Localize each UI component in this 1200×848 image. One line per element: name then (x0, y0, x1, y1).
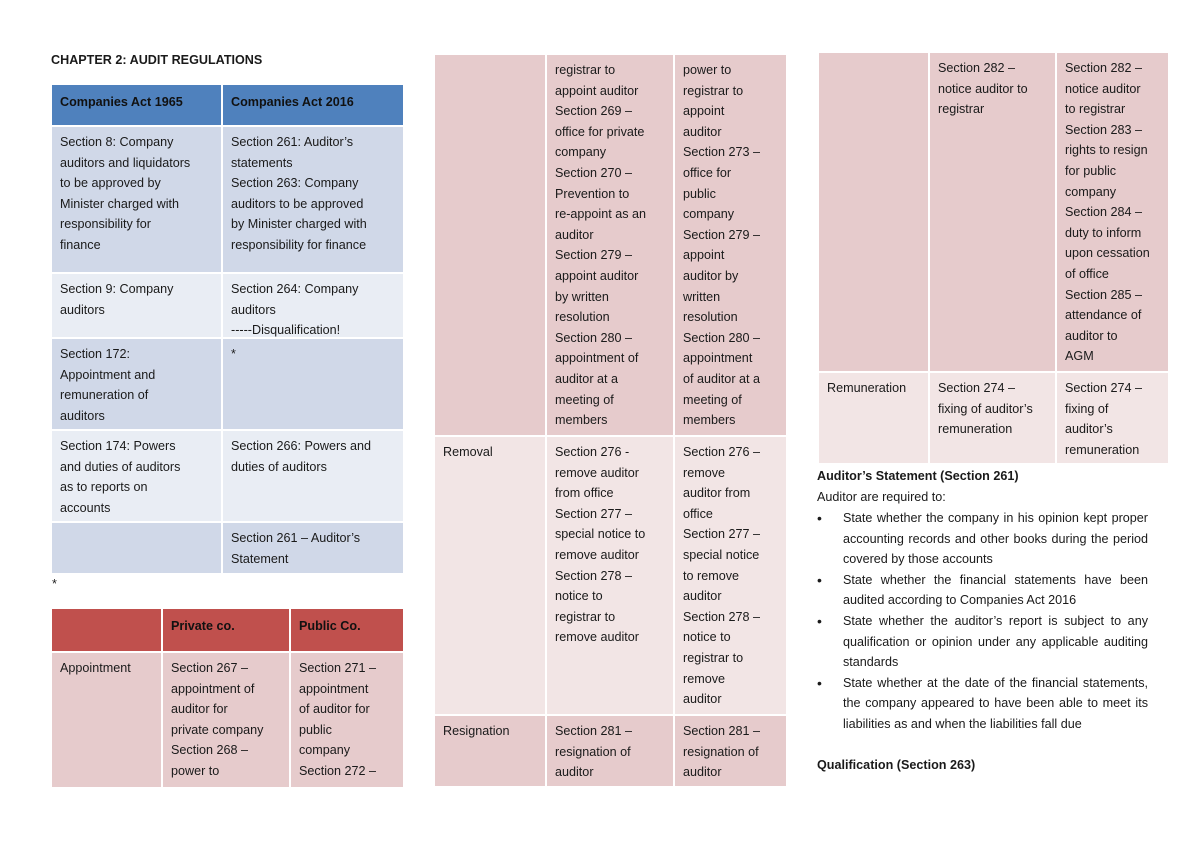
cell-line: notice to (683, 630, 731, 645)
acts-row-5-1965 (52, 523, 221, 573)
cell-line: public (683, 186, 716, 201)
cell-line: to remove (683, 568, 739, 583)
cell-line: appointment of (555, 351, 639, 366)
cell-line: and duties of auditors (60, 459, 181, 474)
cell-line: attendance of (1065, 308, 1142, 323)
bullet-icon: • (817, 612, 822, 629)
cell-line: auditor’s (1065, 422, 1113, 437)
cell-line: auditor (683, 589, 722, 604)
cell-line: appoint auditor (555, 83, 639, 98)
cell-line: appoint auditor (555, 268, 639, 283)
resignation-label: Resignation (435, 716, 545, 786)
bullet-icon: • (817, 674, 822, 691)
cell-line: remuneration (938, 422, 1013, 437)
auditors-statement-list (817, 508, 1148, 735)
cell-line: Section 280 – (683, 330, 761, 345)
cell-line: Section 264: Company (231, 282, 359, 296)
cell-line: responsibility for finance (231, 237, 367, 252)
cell-line: AGM (1065, 349, 1094, 364)
auditors-statement-intro: Auditor are required to: (817, 490, 946, 504)
cell-line: Section 174: Powers (60, 439, 176, 453)
cell-line: of auditor at a (683, 371, 761, 386)
cell-line: Section 172: (60, 347, 131, 361)
cell-line: auditors (231, 302, 276, 317)
cell-line: Section 280 – (555, 330, 633, 345)
cell-line: Section 272 – (299, 763, 377, 778)
cell-line: auditor (683, 765, 722, 780)
company-header-blank (52, 609, 161, 651)
acts-row-1-2016 (223, 127, 403, 272)
cell-line: to be approved by (60, 176, 161, 191)
removal-public (675, 437, 786, 714)
cell-line: auditor (555, 227, 594, 242)
qualification-heading: Qualification (Section 263) (817, 758, 976, 772)
cell-line: fixing of auditor’s (938, 401, 1033, 416)
cell-line: notice to (555, 589, 603, 604)
cell-line: duty to inform (1065, 225, 1142, 240)
cell-line: auditor from (683, 486, 751, 501)
company-header-public: Public Co. (291, 609, 403, 651)
cell-line: appoint (683, 248, 725, 263)
acts-row-1-1965 (52, 127, 221, 272)
acts-row-4-1965 (52, 431, 221, 521)
cell-line: Section 279 – (683, 227, 761, 242)
remuneration-label: Remuneration (819, 373, 928, 463)
cell-line: Section 285 – (1065, 287, 1143, 302)
bullet-icon: • (817, 571, 822, 588)
bullet-icon: • (817, 510, 822, 526)
cell-line: notice auditor (1065, 81, 1141, 96)
cell-line: company (683, 207, 735, 222)
cell-line: Section 274 – (938, 381, 1016, 395)
cell-line: Section 266: Powers and (231, 439, 372, 453)
cell-line: Section 271 – (299, 661, 377, 675)
cell-line: auditor by (683, 268, 739, 283)
cell-line: office for private (555, 124, 645, 139)
cell-line: Section 276 – (683, 445, 761, 459)
cell-line: public (299, 722, 332, 737)
cell-line: office for (683, 165, 732, 180)
cell-line: remove auditor (555, 547, 639, 562)
cell-line: to registrar (1065, 102, 1126, 117)
cell-line: resignation of (683, 744, 759, 759)
cell-line: power to (683, 63, 732, 77)
cell-line: written (683, 289, 721, 304)
cell-line: Section 261: Auditor’s (231, 135, 354, 149)
cell-line: Prevention to (555, 186, 630, 201)
cell-line: resolution (683, 310, 738, 325)
cell-line: Section 278 – (683, 609, 761, 624)
cell-line: auditor at a (555, 371, 619, 386)
cell-line: auditors to be approved (231, 196, 364, 211)
cell-line: from office (555, 486, 614, 501)
cell-line: auditors (60, 408, 105, 423)
remuneration-public (1057, 373, 1168, 463)
cell-line: Section 273 – (683, 145, 761, 160)
cell-line: special notice (683, 547, 760, 562)
cell-line: registrar to (555, 609, 616, 624)
cell-line: Section 261 – Auditor’s (231, 531, 361, 545)
acts-row-3-1965 (52, 339, 221, 429)
resignation-private-part1 (547, 716, 673, 786)
cell-line: remove auditor (555, 465, 639, 480)
resignation-public-part1 (675, 716, 786, 786)
cell-line: Appointment and (60, 367, 156, 382)
cell-line: company (555, 145, 607, 160)
appointment-private-part2 (547, 55, 673, 435)
appointment-private-part1 (163, 653, 289, 787)
cell-line: upon cessation (1065, 246, 1150, 261)
chapter-title: CHAPTER 2: AUDIT REGULATIONS (51, 53, 263, 67)
cell-line: by written (555, 289, 609, 304)
cell-line: remove auditor (555, 630, 639, 645)
cell-line: Section 281 – (683, 724, 761, 738)
cell-line: Minister charged with (60, 196, 179, 211)
cell-line: auditors and liquidators (60, 155, 191, 170)
cell-line: Section 268 – (171, 743, 249, 758)
cell-line: statements (231, 155, 293, 170)
cell-line: notice auditor to (938, 81, 1028, 96)
resignation-public-part2 (1057, 53, 1168, 371)
header-act-1965: Companies Act 1965 (52, 85, 221, 125)
statement-item-3: • State whether the auditor’s report is subject to any qualification or opinion under any applicable auditing standards (817, 612, 1148, 670)
cell-line: resignation of (555, 744, 631, 759)
cell-line: re-appoint as an (555, 207, 647, 222)
cell-line: appointment (299, 681, 369, 696)
appointment-public-part1 (291, 653, 403, 787)
cell-line: rights to resign (1065, 143, 1148, 158)
resignation-label-continued (819, 53, 928, 371)
cell-line: company (299, 743, 351, 758)
remuneration-private (930, 373, 1055, 463)
appointment-public-part2 (675, 55, 786, 435)
cell-line: registrar (938, 102, 985, 117)
cell-line: meeting of (683, 392, 742, 407)
cell-line: of office (1065, 266, 1109, 281)
cell-line: finance (60, 237, 101, 252)
statement-item-1: • State whether the company in his opinion kept proper accounting records and other books during the period covered by those accounts (817, 510, 1148, 567)
cell-line: fixing of (1065, 401, 1109, 416)
cell-line: of auditor for (299, 702, 370, 717)
cell-line: as to reports on (60, 480, 148, 495)
cell-line: registrar to (555, 63, 616, 77)
cell-line: by Minister charged with (231, 217, 367, 232)
cell-line: office (683, 506, 713, 521)
cell-line: Section 279 – (555, 248, 633, 263)
cell-line: remove (683, 671, 725, 686)
cell-line: members (683, 413, 736, 428)
cell-line: auditor to (1065, 328, 1118, 343)
appointment-label-continued (435, 55, 545, 435)
cell-line: registrar to (683, 650, 744, 665)
cell-line: appoint (683, 104, 725, 119)
cell-line: Section 277 – (683, 527, 761, 542)
asterisk-note: * (52, 577, 57, 591)
removal-private (547, 437, 673, 714)
cell-line: auditors (60, 302, 105, 317)
company-header-private: Private co. (163, 609, 289, 651)
cell-line: meeting of (555, 392, 614, 407)
cell-line: Section 278 – (555, 568, 633, 583)
cell-line: special notice to (555, 527, 646, 542)
statement-item-2: • State whether the financial statements have been audited according to Companies Act 2016 (817, 571, 1148, 608)
cell-line: duties of auditors (231, 459, 327, 474)
cell-line: remuneration of (60, 388, 149, 403)
cell-line: responsibility for (60, 217, 151, 232)
acts-row-2-2016 (223, 274, 403, 337)
cell-line: Section 281 – (555, 724, 633, 738)
cell-line: appointment of (171, 681, 255, 696)
auditors-statement-heading: Auditor’s Statement (Section 261) (817, 469, 1019, 483)
cell-line: Section 267 – (171, 661, 249, 675)
header-act-2016: Companies Act 2016 (223, 85, 403, 125)
cell-line: Section 269 – (555, 104, 633, 119)
cell-line: Section 282 – (1065, 61, 1143, 75)
acts-row-5-2016 (223, 523, 403, 573)
cell-line: for public (1065, 163, 1117, 178)
cell-line: accounts (60, 500, 111, 515)
cell-line: remove (683, 465, 725, 480)
cell-line: resolution (555, 310, 610, 325)
cell-line: Section 270 – (555, 165, 633, 180)
cell-line: company (1065, 184, 1117, 199)
cell-line: power to (171, 763, 220, 778)
cell-line: Statement (231, 551, 289, 566)
acts-row-4-2016 (223, 431, 403, 521)
removal-label: Removal (435, 437, 545, 714)
cell-line: Section 263: Company (231, 176, 359, 191)
cell-line: -----Disqualification! (231, 323, 341, 337)
cell-line: private company (171, 722, 264, 737)
cell-line: auditor (683, 124, 722, 139)
cell-line: appointment (683, 351, 753, 366)
cell-line: Section 284 – (1065, 205, 1143, 220)
cell-line: Section 283 – (1065, 122, 1143, 137)
cell-line: auditor (683, 692, 722, 707)
cell-line: members (555, 413, 608, 428)
acts-row-3-2016 (223, 339, 403, 429)
resignation-private-part2 (930, 53, 1055, 371)
cell-line: * (231, 347, 236, 361)
cell-line: registrar to (683, 83, 744, 98)
cell-line: Section 274 – (1065, 381, 1143, 395)
cell-line: remuneration (1065, 442, 1140, 457)
cell-line: Section 8: Company (60, 135, 174, 149)
statement-item-4: • State whether at the date of the financial statements, the company appeared to have been able to meet its liabilities as and when the liabilities fall due (817, 674, 1148, 731)
acts-row-2-1965 (52, 274, 221, 337)
appointment-label: Appointment (52, 653, 161, 787)
cell-line: Section 9: Company (60, 282, 174, 296)
cell-line: Section 282 – (938, 61, 1016, 75)
cell-line: Section 276 - (555, 445, 630, 459)
cell-line: auditor (555, 765, 594, 780)
cell-line: auditor for (171, 702, 228, 717)
cell-line: Section 277 – (555, 506, 633, 521)
